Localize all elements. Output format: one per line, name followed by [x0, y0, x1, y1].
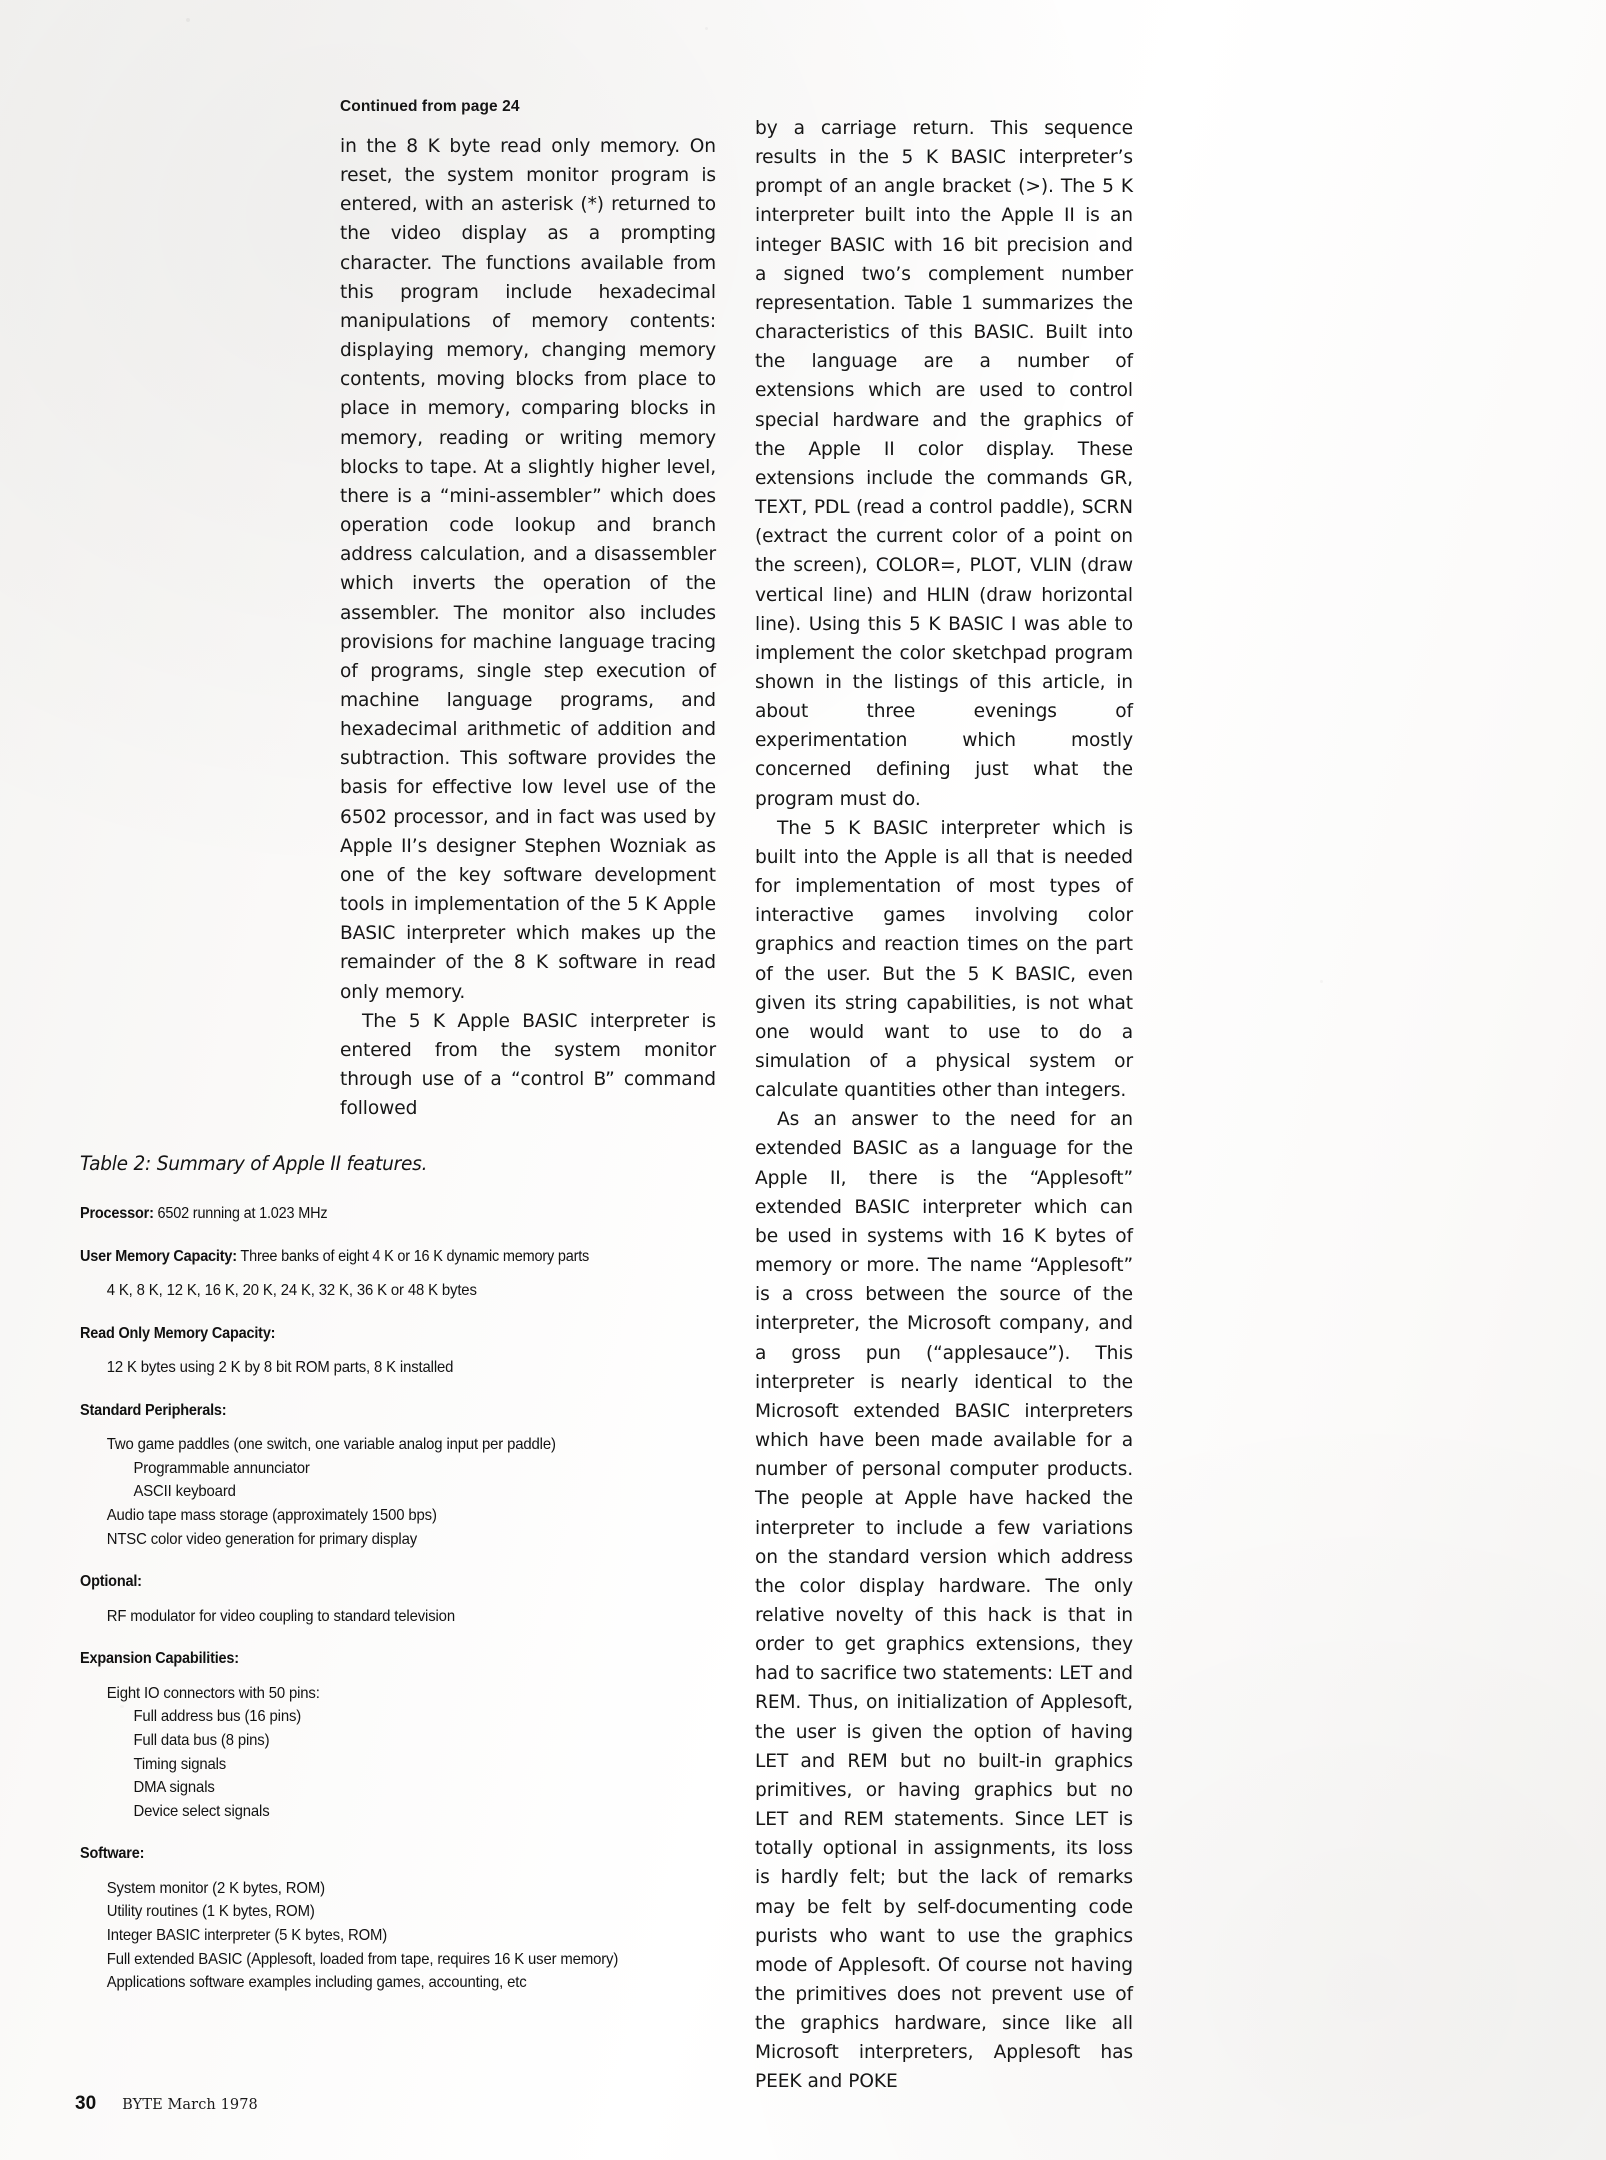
- table-entry-detail: Full extended BASIC (Applesoft, loaded from tape, requires 16 K user memory): [106, 1950, 619, 1968]
- paragraph: As an answer to the need for an extended BASIC as a language for the Apple II, there is the “Applesoft” extended BASIC interpreter which can be used in systems with 16 K bytes of memory or more. The name “Applesoft” is a cross between the source of the interpreter, the Microsoft company, and a gross pun (“applesauce”). This interpreter is nearly identical to the Microsoft extended BASIC interpreters which have been made available for a number of personal computer products. The people at Apple have hacked the interpreter to include a few variations on the standard version which address the color display hardware. The only relative novelty of this hack is that in order to get graphics extensions, they had to sacrifice two statements: LET and REM. Thus, on initialization of Applesoft, the user is given the option of having LET and REM but no built-in graphics primitives, or having graphics but no LET and REM statements. Since LET is totally optional in assignments, its loss is hardly felt; but the lack of remarks may be felt by self-documenting code purists who want to use the graphics mode of Applesoft. Of course not having the primitives does not prevent use of the graphics hardware, since like all Microsoft interpreters, Applesoft has PEEK and POKE: [755, 1109, 1133, 2093]
- table-entry: [80, 1322, 682, 1346]
- table-entry-detail: Timing signals: [133, 1755, 227, 1773]
- paragraph: The 5 K BASIC interpreter which is built into the Apple is all that is needed for implementation of most types of interactive games involving color graphics and reaction times on the part of the user. But the 5 K BASIC, even given its string capabilities, is not what one would want to use to do a simulation of a physical system or calculate quantities other than integers.: [755, 817, 1133, 1102]
- table-entry-label: Read Only Memory Capacity:: [80, 1324, 276, 1342]
- table-entry-label: Standard Peripherals:: [80, 1401, 227, 1419]
- article-right-column: [755, 114, 1133, 2097]
- table-entry-label: Expansion Capabilities:: [80, 1650, 239, 1668]
- scan-speck: [1320, 980, 1323, 983]
- magazine-imprint: BYTE March 1978: [122, 2097, 258, 2113]
- table-entry-label: Optional:: [80, 1573, 142, 1591]
- table-entry-detail: Full data bus (8 pins): [133, 1731, 270, 1749]
- table-entry-detail: Utility routines (1 K bytes, ROM): [106, 1903, 315, 1921]
- table-2-summary: [80, 1152, 720, 1995]
- table-entry-detail: NTSC color video generation for primary display: [106, 1530, 418, 1548]
- table-entry: [80, 1570, 682, 1594]
- table-spacer: [80, 1866, 720, 1877]
- table-entry-detail: Audio tape mass storage (approximately 1500 bps): [106, 1506, 437, 1524]
- table-spacer: [80, 1628, 720, 1647]
- continued-from-note: Continued from page 24: [340, 98, 520, 115]
- table-entry-detail: Integer BASIC interpreter (5 K bytes, ROM): [106, 1927, 388, 1944]
- paragraph: by a carriage return. This sequence results in the 5 K BASIC interpreter’s prompt of an angle bracket (>). The 5 K interpreter built into the Apple II is an integer BASIC with 16 bit precision and a signed two’s complement number representation. Table 1 summarizes the characteristics of this BASIC. Built into the language are a number of extensions which are used to control special hardware and the graphics of the Apple II color display. These extensions include the commands GR, TEXT, PDL (read a control paddle), SCRN (extract the current color of a point on the screen), COLOR=, PLOT, VLIN (draw vertical line) and HLIN (draw horizontal line). Using this 5 K BASIC I was able to implement the color sketchpad program shown in the listings of this article, in about three evenings of experimentation which mostly concerned defining just what the program must do.: [755, 118, 1133, 810]
- table-entry-list: [80, 1202, 720, 1995]
- table-entry-label: Software:: [80, 1845, 145, 1863]
- table-entry-detail: 12 K bytes using 2 K by 8 bit ROM parts, 8 K installed: [106, 1359, 454, 1377]
- table-entry-detail: DMA signals: [133, 1779, 215, 1797]
- table-entry-detail: Two game paddles (one switch, one variable analog input per paddle): [106, 1436, 556, 1454]
- table-entry-detail: ASCII keyboard: [133, 1483, 236, 1501]
- table-entry-value: Three banks of eight 4 K or 16 K dynamic memory parts: [236, 1247, 590, 1265]
- table-spacer: [80, 1671, 720, 1682]
- table-entry: [80, 1647, 682, 1671]
- table-caption: Table 2: Summary of Apple II features.: [80, 1152, 428, 1175]
- scan-speck: [705, 27, 708, 30]
- table-spacer: [80, 1422, 720, 1433]
- table-spacer: [80, 1268, 720, 1279]
- table-entry-value: 6502 running at 1.023 MHz: [153, 1205, 328, 1222]
- table-spacer: [80, 1594, 720, 1605]
- table-entry: [80, 1842, 682, 1866]
- page-number: 30: [75, 2093, 97, 2114]
- paragraph: The 5 K Apple BASIC interpreter is entered from the system monitor through use of a “control B” command followed: [340, 1010, 716, 1120]
- table-entry-label: User Memory Capacity:: [80, 1247, 237, 1265]
- table-spacer: [80, 1226, 720, 1245]
- table-spacer: [80, 1823, 720, 1842]
- table-entry-detail: Device select signals: [133, 1802, 270, 1820]
- table-entry-detail: Programmable annunciator: [133, 1459, 310, 1477]
- table-entry: [80, 1202, 682, 1226]
- table-entry-detail: Full address bus (16 pins): [133, 1708, 302, 1726]
- page-footer: [75, 2093, 258, 2115]
- article-left-column: [340, 132, 716, 1123]
- table-spacer: [80, 1551, 720, 1570]
- table-entry-detail: Applications software examples including games, accounting, etc: [106, 1974, 527, 1992]
- table-entry-detail: System monitor (2 K bytes, ROM): [106, 1879, 325, 1897]
- table-spacer: [80, 1345, 720, 1356]
- table-entry: [80, 1245, 682, 1269]
- scan-speck: [186, 18, 190, 22]
- paragraph: in the 8 K byte read only memory. On reset, the system monitor program is entered, with an asterisk (*) returned to the video display as a prompting character. The functions available from this program include hexadecimal manipulations of memory contents: displaying memory, changing memory contents, moving blocks from place to place in memory, comparing blocks in memory, reading or writing memory blocks to tape. At a slightly higher level, there is a “mini-assembler” which does operation code lookup and branch address calculation, and a disassembler which inverts the operation of the assembler. The monitor also includes provisions for machine language tracing of programs, single step execution of machine language programs, and hexadecimal arithmetic of addition and subtraction. This software provides the basis for effective low level use of the 6502 processor, and in fact was used by Apple II’s designer Stephen Wozniak as one of the key software development tools in implementation of the 5 K Apple BASIC interpreter which makes up the remainder of the 8 K software in read only memory.: [340, 136, 716, 1003]
- table-entry-label: Processor:: [80, 1205, 154, 1222]
- table-entry-detail: Eight IO connectors with 50 pins:: [106, 1684, 320, 1702]
- table-spacer: [80, 1380, 720, 1399]
- table-spacer: [80, 1303, 720, 1322]
- table-entry-detail: 4 K, 8 K, 12 K, 16 K, 20 K, 24 K, 32 K, 36 K or 48 K bytes: [106, 1282, 477, 1299]
- table-entry: [80, 1399, 682, 1423]
- table-entry-detail: RF modulator for video coupling to standard television: [106, 1607, 455, 1625]
